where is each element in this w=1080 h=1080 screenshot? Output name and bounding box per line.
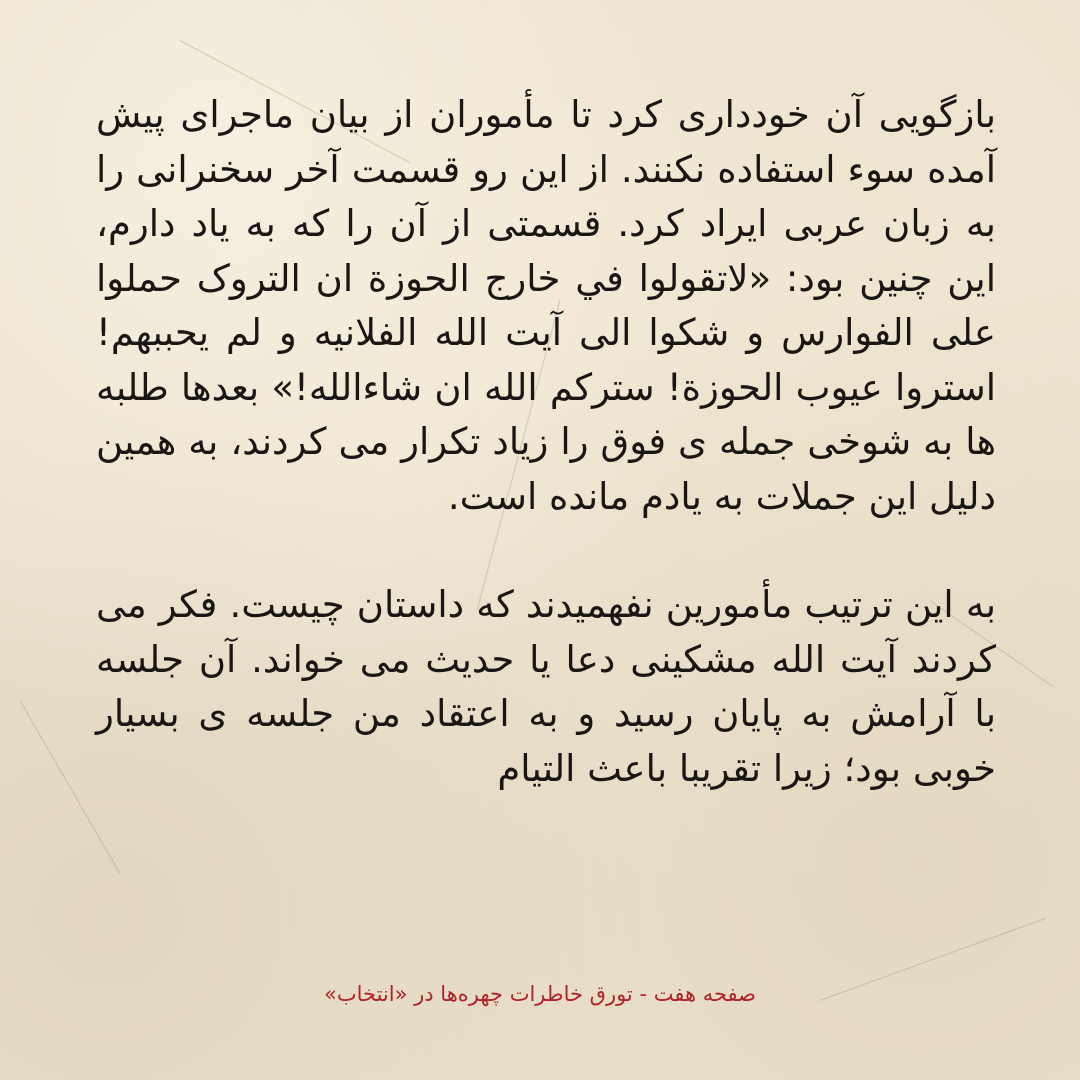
text-line: الفلانیه و لم یحببهم! استروا عیوب الحوزة! سترکم الله: [96, 311, 997, 409]
text-line: پیش آمده سوء استفاده نکنند. از این رو قسمت آخر: [96, 93, 996, 191]
text-line: یاد دارم، این چنین بود: «لاتقولوا في خارج الحوزة ان: [96, 202, 996, 300]
text-line: یادم مانده است.: [447, 474, 702, 518]
text-line: التروک حملوا على الفوارس و شکوا الی آیت الله: [96, 256, 996, 354]
text-line: سخنرانی را به زبان عربی ایراد کرد. قسمتی از آن را که به: [96, 147, 996, 245]
text-line: بازگویی آن خودداری کرد تا مأموران از بیان ماجرای: [180, 93, 996, 136]
text-line: ان شاءالله!» بعدها طلبه ها به شوخی جمله ی فوق را: [96, 365, 997, 463]
text-line: فکر می کردند آیت الله مشکینی دعا یا حدیث می: [96, 583, 997, 681]
page-caption: صفحه هفت - تورق خاطرات چهره‌ها در «انتخاب»: [324, 982, 756, 1006]
paragraph-2: [96, 578, 996, 796]
document-body: [96, 88, 996, 796]
text-line: من جلسه ی بسیار خوبی بود؛ زیرا تقریبا باعث التیام: [96, 692, 996, 790]
text-line: به این ترتیب مأمورین نفهمیدند که داستان چیست.: [229, 583, 996, 626]
paragraph-1: [96, 88, 996, 524]
text-line: خواند. آن جلسه با آرامش به پایان رسید و به اعتقاد: [96, 637, 996, 735]
text-line: زیاد تکرار می کردند، به همین دلیل این جملات به: [96, 420, 996, 518]
